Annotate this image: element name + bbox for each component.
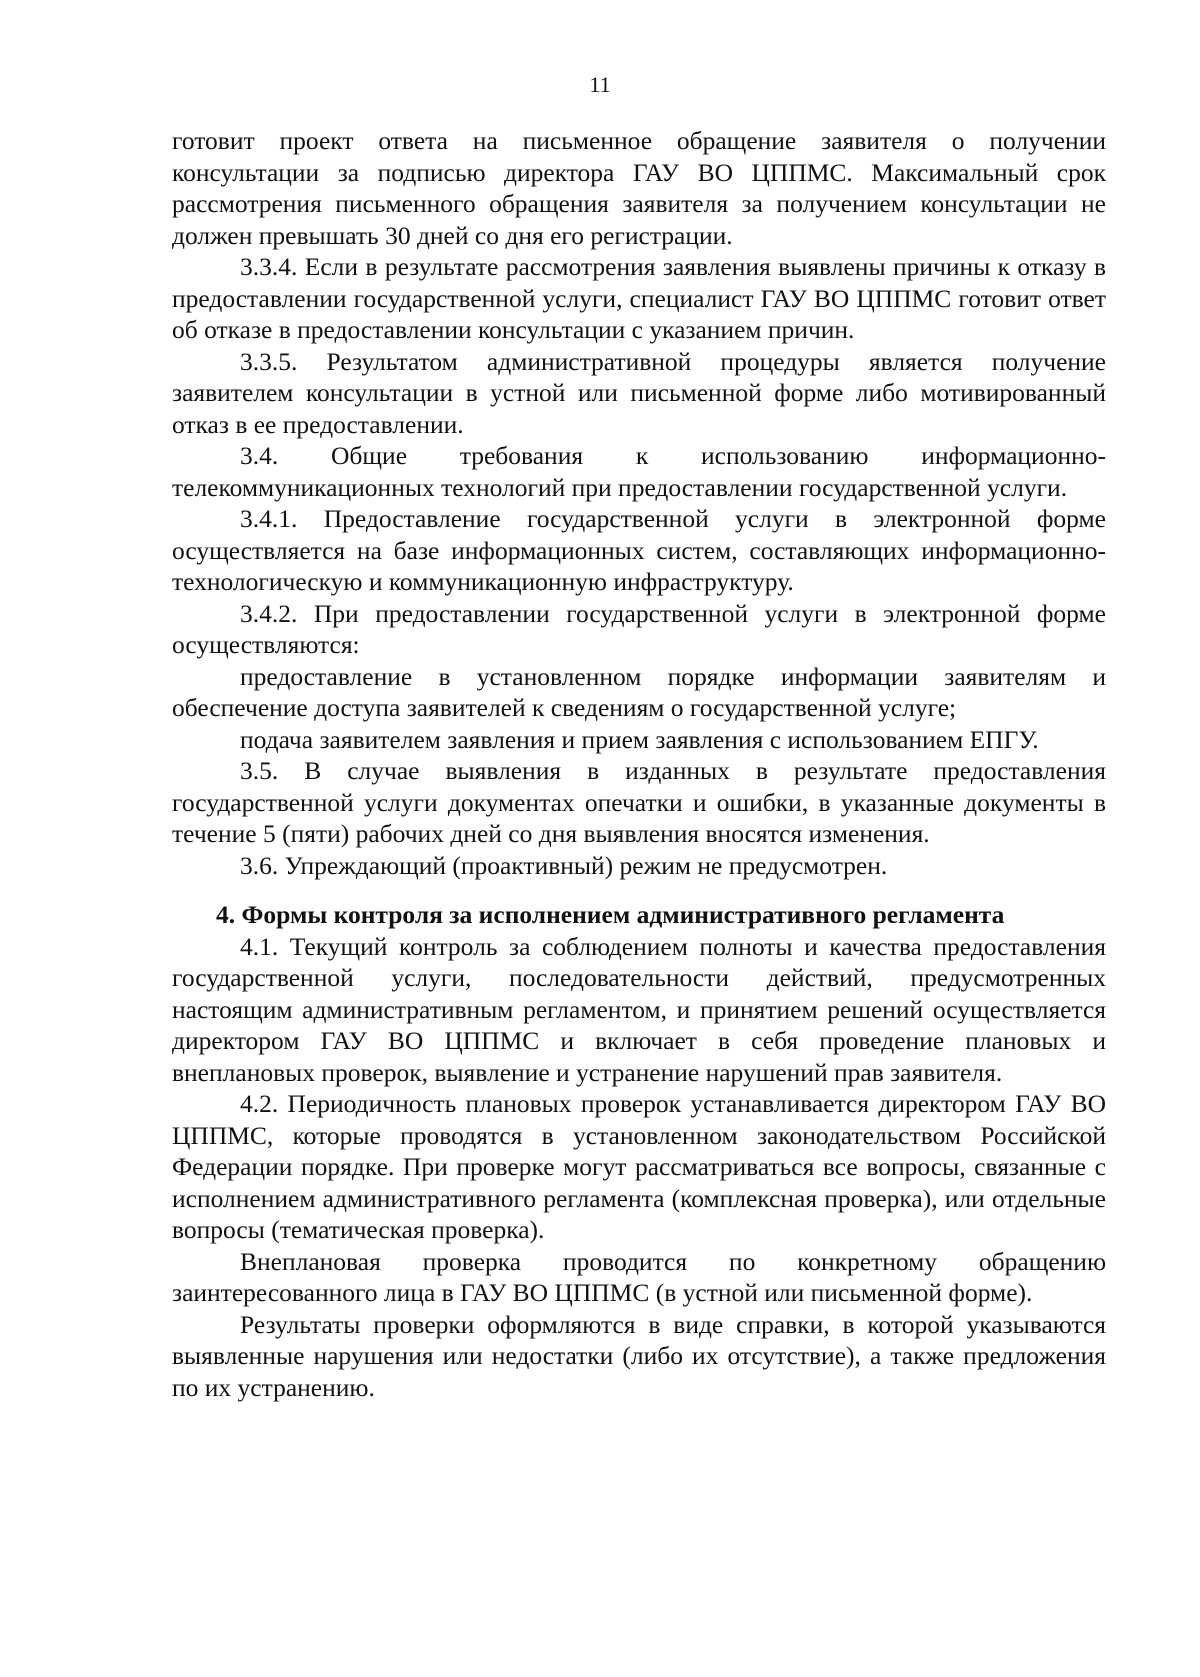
paragraph: 4.1. Текущий контроль за соблюдением полноты и качества предоставления государственной услуги, последовательности действий, предусмотренных настоящим административным регламентом, и принятием решений осуществляется директором ГАУ ВО ЦППМС и включает в себя проведение плановых и внеплановых проверок, выявление и устранение нарушений прав заявителя. (172, 931, 1106, 1087)
paragraph: 3.4.2. При предоставлении государственной услуги в электронной форме осуществляются: (172, 598, 1106, 659)
paragraph: предоставление в установленном порядке информации заявителям и обеспечение доступа заявителей к сведениям о государственной услуге; (172, 661, 1106, 722)
paragraph: 3.4.1. Предоставление государственной услуги в электронной форме осуществляется на базе информационных систем, составляющих информационно-технологическую и коммуникационную инфраструктуру. (172, 504, 1106, 596)
paragraph: 3.6. Упреждающий (проактивный) режим не предусмотрен. (240, 850, 888, 880)
document-body (172, 125, 1106, 1403)
paragraph: подача заявителем заявления и прием заявления с использованием ЕПГУ. (240, 724, 1039, 754)
paragraph: 3.3.4. Если в результате рассмотрения заявления выявлены причины к отказу в предоставлении государственной услуги, специалист ГАУ ВО ЦППМС готовит ответ об отказе в предоставлении консультации с указанием причин. (172, 252, 1106, 344)
paragraph: 3.4. Общие требования к использованию информационно-телекоммуникационных технологий при предоставлении государственной услуги. (172, 441, 1106, 502)
paragraph: Результаты проверки оформляются в виде справки, в которой указываются выявленные нарушения или недостатки (либо их отсутствие), а также предложения по их устранению. (172, 1309, 1106, 1402)
paragraph: 3.3.5. Результатом административной процедуры является получение заявителем консультации в устной или письменной форме либо мотивированный отказ в ее предоставлении. (172, 346, 1106, 439)
paragraph: 3.5. В случае выявления в изданных в результате предоставления государственной услуги документах опечатки и ошибки, в указанные документы в течение 5 (пяти) рабочих дней со дня выявления вносятся изменения. (172, 756, 1106, 848)
page-number: 11 (589, 72, 611, 97)
paragraph: готовит проект ответа на письменное обращение заявителя о получении консультации за подписью директора ГАУ ВО ЦППМС. Максимальный срок рассмотрения письменного обращения заявителя за получением консультации не должен превышать 30 дней со дня его регистрации. (172, 126, 1106, 250)
paragraph: Внеплановая проверка проводится по конкретному обращению заинтересованного лица в ГАУ ВО ЦППМС (в устной или письменной форме). (172, 1246, 1106, 1307)
section-heading: 4. Формы контроля за исполнением административного регламента (216, 900, 1005, 929)
paragraph: 4.2. Периодичность плановых проверок устанавливается директором ГАУ ВО ЦППМС, которые проводятся в установленном законодательством Российской Федерации порядке. При проверке могут рассматриваться все вопросы, связанные с исполнением административного регламента (комплексная проверка), или отдельные вопросы (тематическая проверка). (172, 1089, 1106, 1244)
